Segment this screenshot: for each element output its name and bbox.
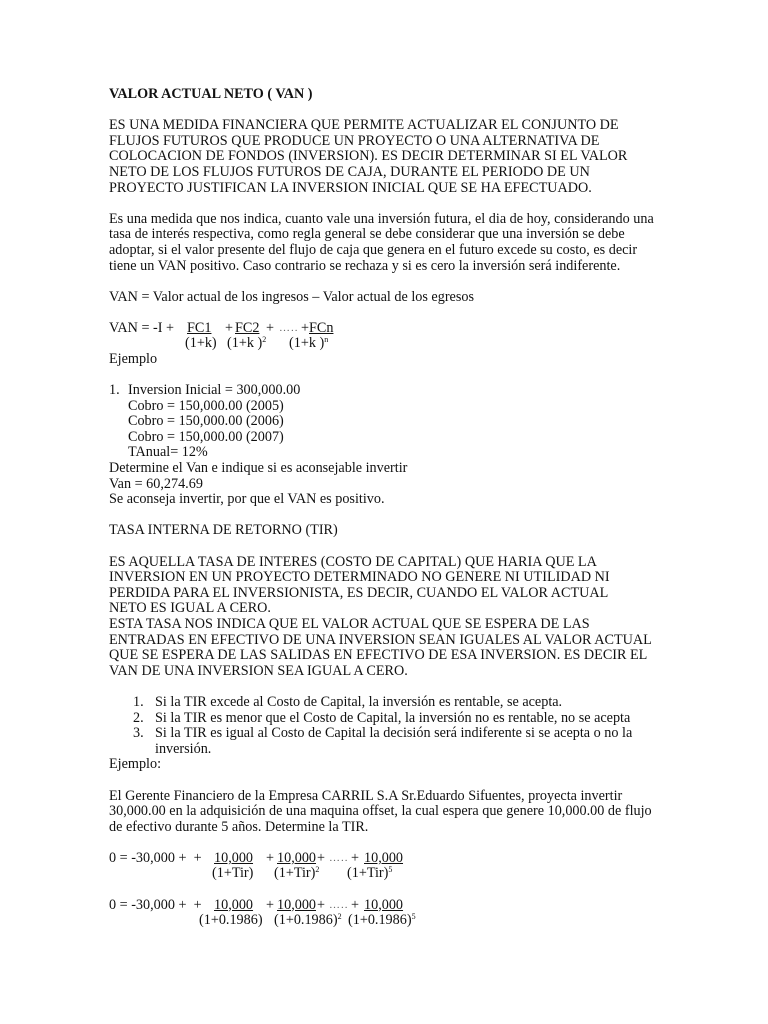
denominator-exponent: 2 (337, 911, 342, 921)
van-formula (109, 321, 669, 352)
van-equation: VAN = Valor actual de los ingresos – Valor actual de los egresos (109, 288, 474, 305)
tir-title: TASA INTERNA DE RETORNO (TIR) (109, 522, 338, 539)
formula-operator: + (266, 849, 275, 866)
tir-formula (109, 851, 669, 882)
formula-denominator: (1+k) (185, 334, 217, 351)
tir-formula-solved (109, 898, 669, 929)
example-item-text: Inversion Inicial = 300,000.00 (128, 382, 301, 399)
formula-ellipsis: ….. (329, 898, 349, 911)
formula-numerator: FC2 (235, 319, 260, 336)
denominator-base: (1+Tir) (274, 864, 316, 881)
text-line: ENTRADAS EN EFECTIVO DE UNA INVERSION SEAN IGUALES AL VALOR ACTUAL (109, 631, 652, 648)
text-line: Cobro = 150,000.00 (2005) (128, 397, 284, 414)
text-line: ES AQUELLA TASA DE INTERES (COSTO DE CAPITAL) QUE HARIA QUE LA (109, 553, 597, 570)
text-line: ESTA TASA NOS INDICA QUE EL VALOR ACTUAL QUE SE ESPERA DE LAS (109, 616, 590, 632)
text-line: tiene un VAN positivo. Caso contrario se rechaza y si es cero la inversión será indiferente. (109, 257, 621, 274)
text-line: NETO ES IGUAL A CERO. (109, 600, 271, 617)
formula-ellipsis: ….. (279, 321, 299, 334)
text-line: PERDIDA PARA EL INVERSIONISTA, ES DECIR, CUANDO EL VALOR ACTUAL (109, 584, 609, 601)
list-number: 2. (133, 709, 144, 726)
formula-numerator: 10,000 (214, 849, 254, 866)
denominator-exponent: 5 (388, 864, 393, 874)
example-item (109, 383, 669, 399)
formula-denominator (274, 913, 342, 929)
text-line: COLOCACION DE FONDOS (INVERSION). ES DECIR DETERMINAR SI EL VALOR (109, 148, 628, 165)
formula-operator: + (351, 896, 360, 913)
denominator-exponent: 2 (315, 864, 320, 874)
text-line: Cobro = 150,000.00 (2007) (128, 428, 284, 445)
text-line: de efectivo durante 5 años. Determine la TIR. (109, 818, 369, 835)
denominator-exponent: 5 (411, 911, 416, 921)
text-line: Van = 60,274.69 (109, 475, 203, 492)
formula-lhs: 0 = -30,000 + + (109, 849, 202, 866)
list-text: Si la TIR es menor que el Costo de Capital, la inversión no es rentable, no se acepta (155, 709, 631, 726)
formula-operator: + (225, 319, 234, 336)
formula-lhs: VAN = -I + (109, 319, 174, 336)
text-line: Se aconseja invertir, por que el VAN es positivo. (109, 491, 385, 508)
example-label: Ejemplo (109, 350, 158, 367)
van-explanation (109, 212, 669, 274)
text-line: QUE SE ESPERA DE LAS SALIDAS EN EFECTIVO DE ESA INVERSION. ES DECIR EL (109, 647, 648, 664)
list-item (109, 695, 669, 711)
formula-operator: + (301, 319, 310, 336)
denominator-exponent: n (324, 334, 329, 344)
list-number: 3. (133, 725, 144, 742)
tir-rules-list (109, 695, 669, 757)
example-label: Ejemplo: (109, 756, 162, 773)
denominator-base: (1+0.1986) (274, 911, 338, 928)
formula-operator: + (351, 849, 360, 866)
example-item-number: 1. (109, 382, 120, 399)
formula-numerator: 10,000 (364, 896, 404, 913)
formula-numerator: 10,000 (214, 896, 254, 913)
formula-numerator: FC1 (187, 319, 212, 336)
formula-numerator: 10,000 (277, 896, 317, 913)
text-line: Determine el Van e indique si es aconsejable invertir (109, 460, 408, 477)
formula-denominator (289, 336, 328, 352)
denominator-base: (1+Tir) (347, 864, 389, 881)
tir-example (109, 789, 669, 836)
denominator-base: (1+0.1986) (348, 911, 412, 928)
formula-numerator: 10,000 (277, 849, 317, 866)
van-example (109, 383, 669, 508)
list-text: Si la TIR excede al Costo de Capital, la inversión es rentable, se acepta. (155, 693, 563, 710)
formula-lhs: 0 = -30,000 + + (109, 896, 202, 913)
text-line: PROYECTO JUSTIFICAN LA INVERSION INICIAL QUE SE HA EFECTUADO. (109, 179, 592, 196)
formula-numerator: FCn (309, 319, 334, 336)
van-definition (109, 118, 669, 196)
formula-ellipsis: ….. (329, 851, 349, 864)
formula-denominator (347, 866, 392, 882)
formula-denominator: (1+Tir) (212, 864, 254, 881)
formula-denominator (348, 913, 416, 929)
text-line: tasa de interés respectiva, como regla general se debe considerar que una inversión se debe (109, 226, 625, 243)
formula-operator: + (317, 896, 326, 913)
denominator-base: (1+k ) (289, 334, 325, 351)
text-line: INVERSION EN UN PROYECTO DETERMINADO NO GENERE NI UTILIDAD NI (109, 569, 610, 586)
text-line: El Gerente Financiero de la Empresa CARRIL S.A Sr.Eduardo Sifuentes, proyecta invertir (109, 787, 623, 804)
text-line: 30,000.00 en la adquisición de una maquina offset, la cual espera que genere 10,000.00 de flujo (109, 803, 652, 820)
list-text: Si la TIR es igual al Costo de Capital la decisión será indiferente si se acepta o no la (155, 725, 633, 742)
list-item (109, 711, 669, 727)
formula-operator: + (266, 319, 275, 336)
van-title: VALOR ACTUAL NETO ( VAN ) (109, 86, 313, 102)
text-line: FLUJOS FUTUROS QUE PRODUCE UN PROYECTO O UNA ALTERNATIVA DE (109, 132, 600, 149)
list-number: 1. (133, 693, 144, 710)
formula-denominator (227, 336, 266, 352)
text-line: ES UNA MEDIDA FINANCIERA QUE PERMITE ACTUALIZAR EL CONJUNTO DE (109, 117, 619, 134)
list-item (109, 726, 669, 757)
tir-definition (109, 555, 669, 680)
denominator-exponent: 2 (262, 334, 267, 344)
text-line: Es una medida que nos indica, cuanto vale una inversión futura, el dia de hoy, considerando una (109, 210, 654, 227)
denominator-base: (1+k ) (227, 334, 263, 351)
text-line: NETO DE LOS FLUJOS FUTUROS DE CAJA, DURANTE EL PERIODO DE UN (109, 163, 590, 180)
formula-numerator: 10,000 (364, 849, 404, 866)
formula-operator: + (317, 849, 326, 866)
text-line: Cobro = 150,000.00 (2006) (128, 413, 284, 430)
text-line: VAN DE UNA INVERSION SEA IGUAL A CERO. (109, 662, 408, 679)
text-line: TAnual= 12% (128, 444, 208, 461)
list-text: inversión. (155, 740, 212, 757)
formula-denominator: (1+0.1986) (199, 911, 263, 928)
formula-denominator (274, 866, 319, 882)
document-body (109, 87, 669, 929)
formula-operator: + (266, 896, 275, 913)
text-line: adoptar, si el valor presente del flujo de caja que genera en el futuro excede su costo, es decir (109, 241, 638, 258)
